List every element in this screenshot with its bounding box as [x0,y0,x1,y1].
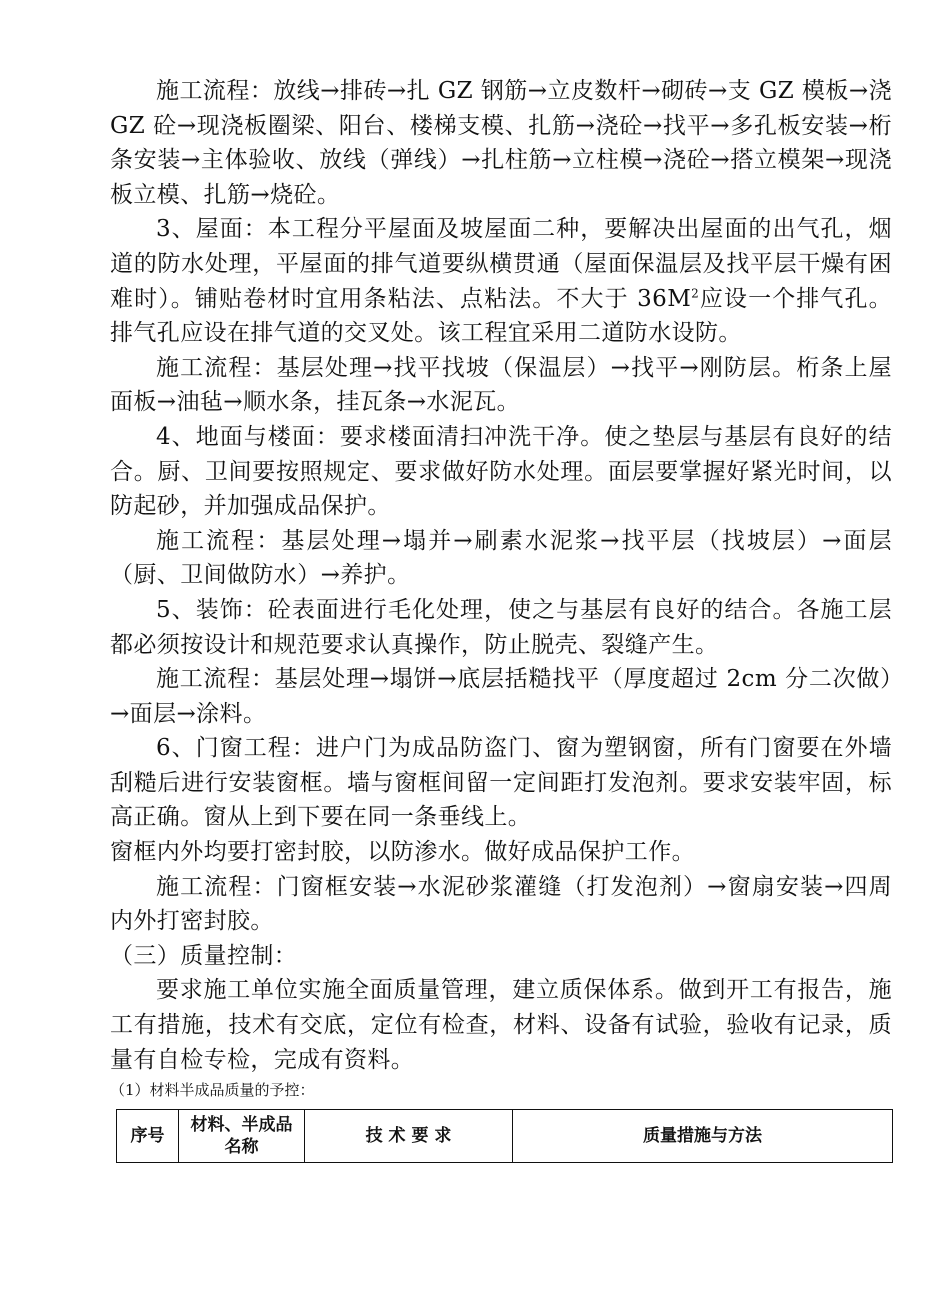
roof-text-part1: 3、屋面：本工程分平屋面及坡屋面二种，要解决出屋面的出气孔，烟道的防水处理，平屋面的排气道要纵横贯通（屋面保温层及找平层干燥有困难时）。铺贴卷材时宜用条粘法、点粘法。不大于 36M [110,216,892,312]
paragraph-doors-windows: 6、门窗工程：进户门为成品防盗门、窗为塑钢窗，所有门窗要在外墙刮糙后进行安装窗框。墙与窗框间留一定间距打发泡剂。要求安装牢固，标高正确。窗从上到下要在同一条垂线上。 [110,735,892,831]
paragraph-floor-flow: 施工流程：基层处理→塌并→刷素水泥浆→找平层（找坡层）→面层（厨、卫间做防水）→养护。 [110,527,892,589]
paragraph-roof [110,212,892,350]
document-page [110,74,892,1163]
paragraph-decoration: 5、装饰：砼表面进行毛化处理，使之与基层有良好的结合。各施工层都必须按设计和规范要求认真操作，防止脱壳、裂缝产生。 [110,596,892,658]
superscript-2: 2 [691,285,700,300]
paragraph-floor: 4、地面与楼面：要求楼面清扫冲洗干净。使之垫层与基层有良好的结合。厨、卫间要按照规定、要求做好防水处理。面层要掌握好紧光时间，以防起砂，并加强成品保护。 [110,423,892,520]
paragraph-doors-windows-sealant: 窗框内外均要打密封胶，以防渗水。做好成品保护工作。 [110,839,695,866]
paragraph-roof-flow: 施工流程：基层处理→找平找坡（保温层）→找平→刚防层。桁条上屋面板→油毡→顺水条，挂瓦条→水泥瓦。 [110,354,892,416]
table-caption: （1）材料半成品质量的予控： [110,1081,315,1100]
paragraph-quality-body: 要求施工单位实施全面质量管理，建立质保体系。做到开工有报告，施工有措施，技术有交底，定位有检查，材料、设备有试验，验收有记录，质量有自检专检，完成有资料。 [110,977,892,1073]
section-heading-quality-control: （三）质量控制： [110,942,298,969]
header-serial-number: 序号 [117,1110,179,1163]
paragraph-masonry-flow: 施工流程：放线→排砖→扎 GZ 钢筋→立皮数杆→砌砖→支 GZ 模板→浇 GZ 砼→现浇板圈梁、阳台、楼梯支模、扎筋→浇砼→找平→多孔板安装→桁条安装→主体验收、放线（弹线）→扎柱筋→立柱模→浇砼→搭立模架→现浇板立模、扎筋→烧砼。 [110,78,892,208]
table-header-row [117,1110,893,1163]
roof-text-part2: 应设一个排气孔。排气孔应设在排气道的交叉处。该工程宜采用二道防水设防。 [110,285,893,347]
paragraph-decoration-flow: 施工流程：基层处理→塌饼→底层括糙找平（厚度超过 2cm 分二次做）→面层→涂料。 [110,666,892,727]
header-quality-measures: 质量措施与方法 [513,1110,893,1163]
header-technical-requirements: 技 术 要 求 [305,1110,513,1163]
paragraph-doors-flow: 施工流程：门窗框安装→水泥砂浆灌缝（打发泡剂）→窗扇安装→四周内外打密封胶。 [110,873,892,935]
header-material-name: 材料、半成品名称 [179,1110,305,1163]
materials-quality-table [116,1109,893,1163]
